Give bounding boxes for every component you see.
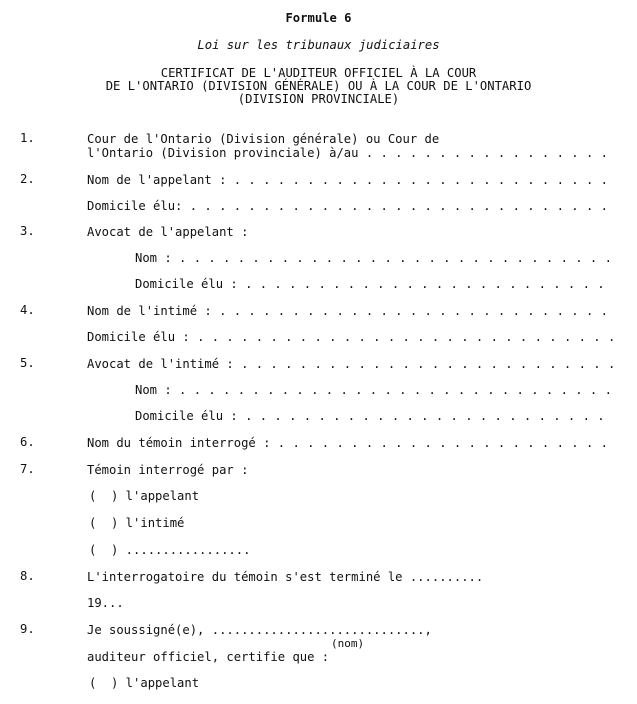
item1-court-line2[interactable]: l'Ontario (Division provinciale) à/au . . . [87, 146, 613, 160]
examination-year-field[interactable]: 19... [87, 596, 124, 610]
item-number-2: 2. [20, 172, 35, 186]
name-caption: (nom) [331, 637, 365, 650]
certificate-title-line1: CERTIFICAT DE L'AUDITEUR OFFICIEL À LA COUR [160, 66, 477, 80]
respondent-address-field[interactable]: Domicile élu : . . . [87, 330, 613, 344]
item-number-9: 9. [20, 622, 35, 636]
witness-name-field[interactable]: Nom du témoin interrogé : . . . [87, 436, 613, 450]
certificate-title-line2: DE L'ONTARIO (DIVISION GÉNÉRALE) OU À LA COUR DE L'ONTARIO [105, 79, 532, 93]
item-number-5: 5. [20, 356, 35, 370]
respondent-name-field[interactable]: Nom de l'intimé : . . . [87, 304, 613, 318]
reporter-certifies-label: auditeur officiel, certifie que : [87, 650, 330, 664]
item-number-3: 3. [20, 224, 35, 238]
examination-end-date-field[interactable]: L'interrogatoire du témoin s'est terminé le .......... [87, 570, 484, 584]
reporter-name-field[interactable]: Je soussigné(e), ............................., [87, 623, 432, 637]
item-number-4: 4. [20, 303, 35, 317]
certificate-title-line3: (DIVISION PROVINCIALE) [237, 92, 400, 106]
item-number-7: 7. [20, 462, 35, 476]
item-number-1: 1. [20, 131, 35, 145]
form-number: Formule 6 [285, 11, 352, 25]
examined-by-label: Témoin interrogé par : [87, 463, 249, 477]
respondent-counsel-address-field[interactable]: Domicile élu : . . . [135, 409, 613, 423]
respondent-counsel-name-field[interactable]: Nom : . . . [135, 383, 613, 397]
item-number-8: 8. [20, 569, 35, 583]
respondent-counsel-field[interactable]: Avocat de l'intimé : . . . [87, 357, 613, 371]
statute-name: Loi sur les tribunaux judiciaires [197, 38, 440, 52]
appellant-name-field[interactable]: Nom de l'appelant : . . . [87, 173, 613, 187]
examined-by-respondent-option[interactable]: ( ) l'intimé [89, 516, 185, 530]
appellant-counsel-label: Avocat de l'appelant : [87, 225, 249, 239]
item1-court-line1: Cour de l'Ontario (Division générale) ou Cour de [87, 132, 440, 146]
examined-by-appellant-option[interactable]: ( ) l'appelant [89, 489, 200, 503]
examined-by-other-option[interactable]: ( ) ................. [89, 543, 251, 557]
appellant-counsel-name-field[interactable]: Nom : . . . [135, 251, 613, 265]
certify-appellant-option[interactable]: ( ) l'appelant [89, 676, 200, 690]
item-number-6: 6. [20, 435, 35, 449]
appellant-address-field[interactable]: Domicile élu: . . . [87, 199, 613, 213]
appellant-counsel-address-field[interactable]: Domicile élu : . . . [135, 277, 613, 291]
